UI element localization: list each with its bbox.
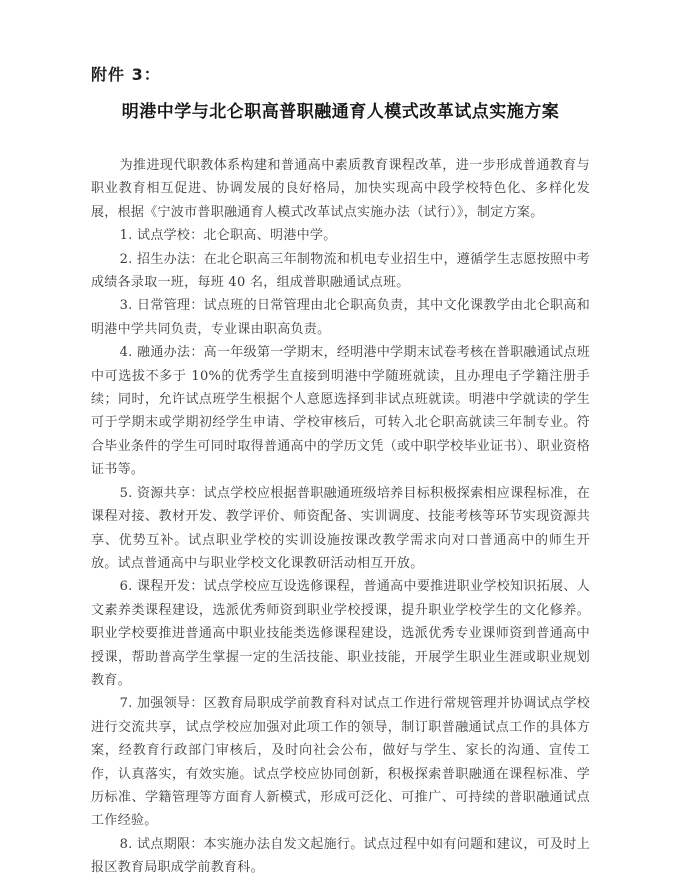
paragraph-item-6-course-development: 6. 课程开发：试点学校应互设选修课程，普通高中要推进职业学校知识拓展、人文素养类课程建设，选派优秀师资到职业学校授课，提升职业学校学生的文化修养。职业学校要推进普通高中职业技能类选修课程建设，选派优秀专业课师资到普通高中授课，帮助普高学生掌握一定的生活技能、职业技能，开展学生职业生涯或职业规划教育。 — [91, 579, 590, 688]
paragraph-item-1-pilot-schools: 1. 试点学校：北仑职高、明港中学。 — [119, 228, 337, 244]
paragraph-item-4-integration: 4. 融通办法：高一年级第一学期末，经明港中学期末试卷考核在普职融通试点班中可选拔不多于 10%的优秀学生直接到明港中学随班就读，且办理电子学籍注册手续；同时，允许试点班学生根据个人意愿选择到非试点班就读。明港中学就读的学生可于学期末或学期初经学生申请、学校审核后，可转入北仑职高就读三年制专业。符合毕业条件的学生可同时取得普通高中的学历文凭（或中职学校毕业证书）、职业资格证书等。 — [91, 345, 590, 478]
paragraph-intro: 为推进现代职教体系构建和普通高中素质教育课程改革，进一步形成普通教育与职业教育相互促进、协调发展的良好格局，加快实现高中段学校特色化、多样化发展，根据《宁波市普职融通育人模式改革试点实施办法（试行）》，制定方案。 — [91, 158, 590, 220]
document-title: 明港中学与北仑职高普职融通育人模式改革试点实施方案 — [121, 102, 560, 122]
attachment-label: 附件 3： — [91, 65, 161, 84]
document-body — [91, 154, 590, 880]
paragraph-item-7-leadership: 7. 加强领导：区教育局职成学前教育科对试点工作进行常规管理并协调试点学校进行交流共享，试点学校应加强对此项工作的领导，制订职普融通试点工作的具体方案，经教育行政部门审核后，及时向社会公布，做好与学生、家长的沟通、宣传工作，认真落实，有效实施。试点学校应协同创新，积极探索普职融通在课程标准、学历标准、学籍管理等方面育人新模式，形成可泛化、可推广、可持续的普职融通试点工作经验。 — [91, 696, 590, 829]
paragraph-item-3-daily-management: 3. 日常管理：试点班的日常管理由北仑职高负责，其中文化课教学由北仑职高和明港中学共同负责，专业课由职高负责。 — [91, 298, 590, 337]
paragraph-item-8-pilot-period: 8. 试点期限：本实施办法自发文起施行。试点过程中如有问题和建议，可及时上报区教育局职成学前教育科。 — [91, 836, 590, 876]
paragraph-item-5-resource-sharing: 5. 资源共享：试点学校应根据普职融通班级培养目标积极探索相应课程标准，在课程对接、教材开发、教学评价、师资配备、实训调度、技能考核等环节实现资源共享、优势互补。试点职业学校的实训设施按课改教学需求向对口普通高中的师生开放。试点普通高中与职业学校文化课教研活动相互开放。 — [91, 485, 590, 571]
paragraph-item-2-enrollment: 2. 招生办法：在北仑职高三年制物流和机电专业招生中，遵循学生志愿按照中考成绩各录取一班，每班 40 名，组成普职融通试点班。 — [91, 251, 590, 291]
